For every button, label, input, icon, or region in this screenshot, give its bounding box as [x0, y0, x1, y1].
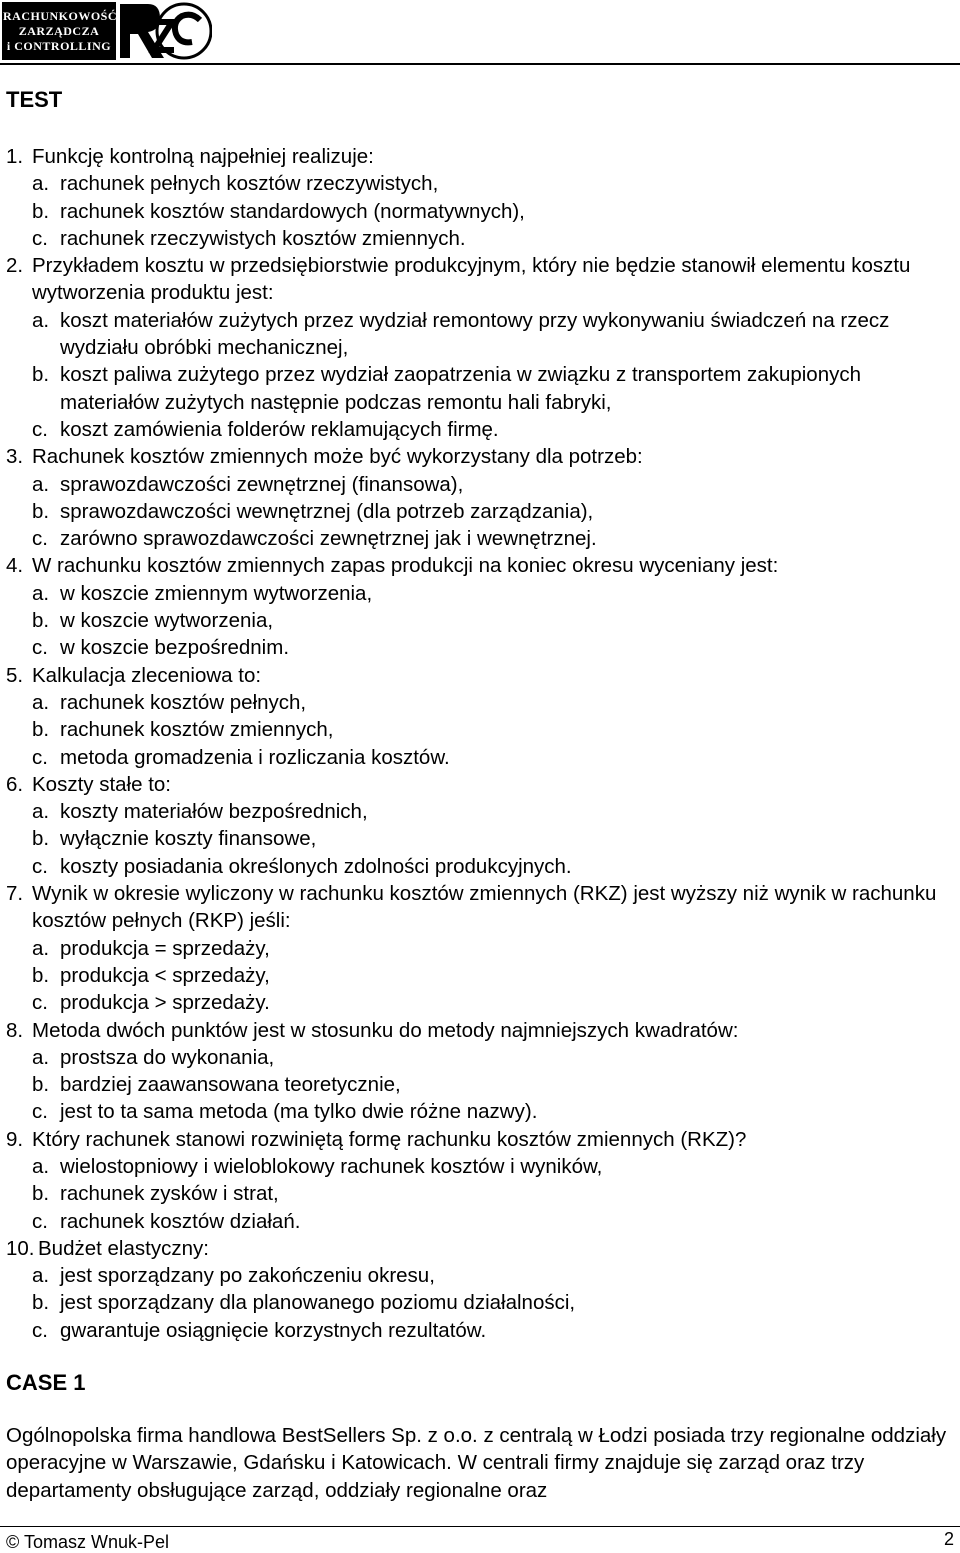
answer-option	[32, 1317, 951, 1344]
option-letter: b.	[32, 718, 50, 742]
answer-option	[32, 1262, 951, 1289]
question-text: Kalkulacja zleceniowa to:	[32, 663, 262, 687]
option-letter: c.	[32, 1209, 48, 1233]
answer-option	[32, 1098, 951, 1125]
answer-option	[32, 989, 951, 1016]
logo-wordmark	[2, 2, 116, 60]
answer-option	[32, 170, 951, 197]
option-letter: a.	[32, 172, 50, 196]
answer-option	[32, 825, 951, 852]
question-text: Rachunek kosztów zmiennych może być wykorzystany dla potrzeb:	[32, 445, 643, 469]
option-text: wyłącznie koszty finansowe,	[60, 827, 317, 851]
publisher-logo	[2, 2, 212, 60]
logo-line-2: ZARZĄDCZA	[18, 23, 100, 38]
question-number: 6.	[6, 772, 24, 796]
footer-divider	[0, 1526, 960, 1527]
answer-option	[32, 225, 951, 252]
option-letter: a.	[32, 1264, 50, 1288]
question-text: Wynik w okresie wyliczony w rachunku kosztów zmiennych (RKZ) jest wyższy niż wynik w rachunku kosztów pełnych (RKP) jeśli:	[32, 882, 937, 933]
option-text: bardziej zaawansowana teoretycznie,	[60, 1073, 401, 1097]
option-text: produkcja = sprzedaży,	[60, 936, 270, 960]
answer-option	[32, 935, 951, 962]
option-text: w koszcie bezpośrednim.	[60, 636, 290, 660]
option-letter: b.	[32, 499, 50, 523]
option-text: metoda gromadzenia i rozliczania kosztów.	[60, 745, 450, 769]
question-number: 9.	[6, 1127, 24, 1151]
question-list	[6, 143, 951, 1344]
question-number: 8.	[6, 1018, 24, 1042]
rzc-logo-mark-icon	[114, 2, 212, 60]
answer-option	[32, 307, 951, 362]
option-letter: c.	[32, 991, 48, 1015]
answer-option	[32, 1153, 951, 1180]
answer-option	[32, 471, 951, 498]
question-number: 7.	[6, 882, 24, 906]
option-text: jest sporządzany dla planowanego poziomu działalności,	[60, 1291, 576, 1315]
question-text: Koszty stałe to:	[32, 772, 172, 796]
option-letter: a.	[32, 800, 50, 824]
option-text: koszty materiałów bezpośrednich,	[60, 800, 368, 824]
question-number: 5.	[6, 663, 24, 687]
answer-option	[32, 744, 951, 771]
question-text: Metoda dwóch punktów jest w stosunku do metody najmniejszych kwadratów:	[32, 1018, 739, 1042]
option-text: rachunek pełnych kosztów rzeczywistych,	[60, 172, 439, 196]
question-text: Funkcję kontrolną najpełniej realizuje:	[32, 145, 374, 168]
option-text: koszt materiałów zużytych przez wydział remontowy przy wykonywaniu świadczeń na rzecz wydziału obróbki mechanicznej,	[60, 308, 890, 360]
option-letter: b.	[32, 1291, 50, 1315]
option-text: produkcja > sprzedaży.	[60, 991, 270, 1015]
answer-option	[32, 853, 951, 880]
answer-option	[32, 498, 951, 525]
option-letter: b.	[32, 1182, 50, 1206]
option-text: zarówno sprawozdawczości zewnętrznej jak i wewnętrznej.	[60, 527, 597, 551]
option-letter: b.	[32, 609, 50, 633]
option-text: jest to ta sama metoda (ma tylko dwie różne nazwy).	[60, 1100, 538, 1124]
option-text: jest sporządzany po zakończeniu okresu,	[60, 1264, 435, 1288]
option-text: koszty posiadania określonych zdolności produkcyjnych.	[60, 854, 572, 878]
option-letter: b.	[32, 963, 50, 987]
question	[6, 443, 951, 552]
case-body: Ogólnopolska firma handlowa BestSellers Sp. z o.o. z centralą w Łodzi posiada trzy regionalne oddziały operacyjne w Warszawie, Gdańsku i Katowicach. W centrali firmy znajduje się zarząd oraz trzy departamenty obsługujące zarząd, oddziały regionalne oraz	[6, 1424, 947, 1502]
answer-option	[32, 416, 951, 443]
option-text: rachunek zysków i strat,	[60, 1182, 279, 1206]
option-letter: a.	[32, 1045, 50, 1069]
option-text: rachunek rzeczywistych kosztów zmiennych.	[60, 226, 466, 250]
question	[6, 1126, 951, 1235]
option-letter: a.	[32, 308, 50, 332]
question	[6, 771, 951, 880]
question-text: W rachunku kosztów zmiennych zapas produkcji na koniec okresu wyceniany jest:	[32, 554, 779, 578]
option-text: koszt zamówienia folderów reklamujących firmę.	[60, 417, 499, 441]
option-text: rachunek kosztów standardowych (normatywnych),	[60, 199, 525, 223]
option-text: rachunek kosztów działań.	[60, 1209, 301, 1233]
option-letter: c.	[32, 417, 48, 441]
option-text: wielostopniowy i wieloblokowy rachunek kosztów i wyników,	[60, 1154, 603, 1178]
page-title: TEST	[6, 87, 63, 112]
question	[6, 880, 951, 1016]
option-letter: b.	[32, 199, 50, 223]
option-text: rachunek kosztów pełnych,	[60, 690, 307, 714]
footer-author: © Tomasz Wnuk-Pel	[6, 1532, 169, 1552]
answer-option	[32, 1289, 951, 1316]
question-text: Przykładem kosztu w przedsiębiorstwie produkcyjnym, który nie będzie stanowił elementu kosztu wytworzenia produktu jest:	[32, 254, 911, 305]
question-number: 10.	[6, 1236, 35, 1260]
answer-option	[32, 716, 951, 743]
answer-option	[32, 198, 951, 225]
option-text: prostsza do wykonania,	[60, 1045, 275, 1069]
answer-option	[32, 361, 951, 416]
option-text: gwarantuje osiągnięcie korzystnych rezultatów.	[60, 1318, 487, 1342]
question-text: Który rachunek stanowi rozwiniętą formę rachunku kosztów zmiennych (RKZ)?	[32, 1127, 747, 1151]
option-letter: c.	[32, 636, 48, 660]
option-letter: a.	[32, 1154, 50, 1178]
case-title: CASE 1	[6, 1370, 86, 1395]
answer-option	[32, 634, 951, 661]
question	[6, 252, 951, 443]
option-letter: c.	[32, 1318, 48, 1342]
answer-option	[32, 1071, 951, 1098]
logo-line-1: RACHUNKOWOŚĆ	[3, 8, 118, 23]
answer-option	[32, 962, 951, 989]
question-number: 2.	[6, 254, 24, 278]
question	[6, 1235, 951, 1344]
answer-option	[32, 1208, 951, 1235]
option-letter: c.	[32, 1100, 48, 1124]
question	[6, 662, 951, 771]
option-letter: c.	[32, 226, 48, 250]
option-letter: b.	[32, 827, 50, 851]
page-number: 2	[943, 1529, 954, 1549]
option-text: sprawozdawczości zewnętrznej (finansowa),	[60, 472, 464, 496]
question-number: 3.	[6, 445, 24, 469]
question-number: 1.	[6, 145, 24, 168]
option-letter: a.	[32, 472, 50, 496]
question	[6, 552, 951, 661]
logo-line-3: i CONTROLLING	[6, 38, 112, 53]
option-text: w koszcie wytworzenia,	[60, 609, 274, 633]
question-number: 4.	[6, 554, 24, 578]
option-letter: c.	[32, 527, 48, 551]
answer-option	[32, 1180, 951, 1207]
option-text: sprawozdawczości wewnętrznej (dla potrzeb zarządzania),	[60, 499, 594, 523]
option-letter: b.	[32, 363, 50, 387]
question	[6, 1017, 951, 1126]
option-letter: a.	[32, 936, 50, 960]
question	[6, 143, 951, 252]
question-text: Budżet elastyczny:	[38, 1236, 209, 1260]
option-letter: c.	[32, 745, 48, 769]
header-divider	[0, 63, 960, 65]
option-text: produkcja < sprzedaży,	[60, 963, 270, 987]
answer-option	[32, 798, 951, 825]
answer-option	[32, 689, 951, 716]
option-letter: c.	[32, 854, 48, 878]
option-letter: a.	[32, 690, 50, 714]
option-text: rachunek kosztów zmiennych,	[60, 718, 334, 742]
option-letter: a.	[32, 581, 50, 605]
answer-option	[32, 607, 951, 634]
answer-option	[32, 525, 951, 552]
option-text: w koszcie zmiennym wytworzenia,	[60, 581, 373, 605]
answer-option	[32, 1044, 951, 1071]
option-text: koszt paliwa zużytego przez wydział zaopatrzenia w związku z transportem zakupionych materiałów zużytych następnie podczas remontu hali fabryki,	[60, 363, 862, 414]
answer-option	[32, 580, 951, 607]
option-letter: b.	[32, 1073, 50, 1097]
